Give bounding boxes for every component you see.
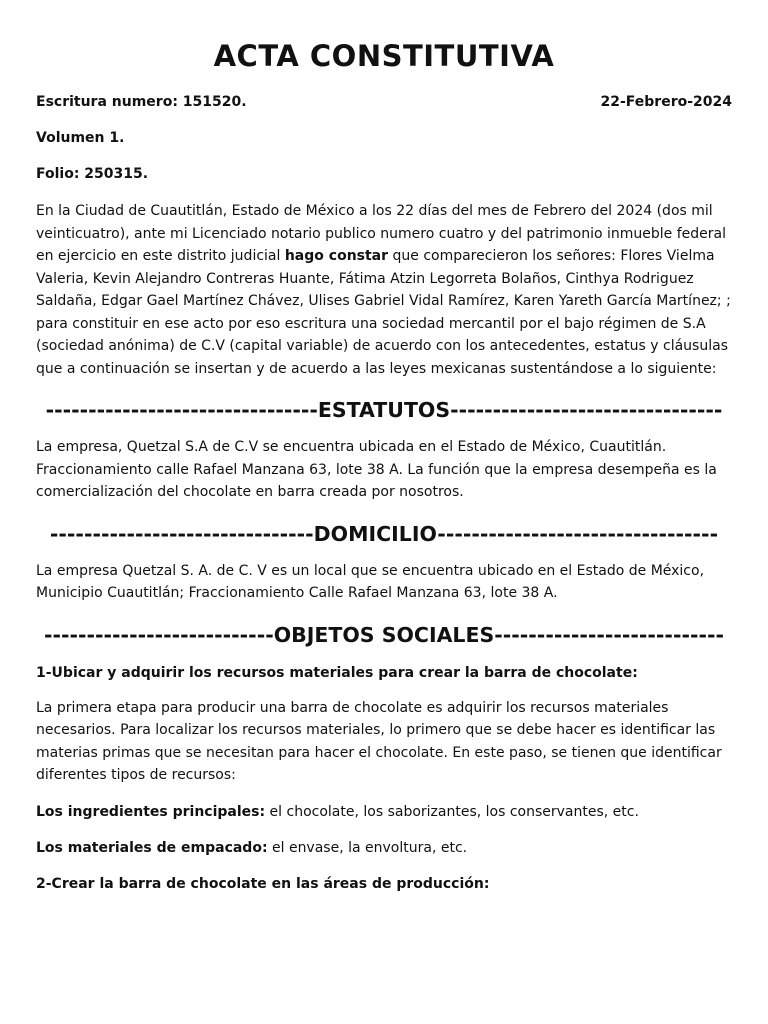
- materiales-label: Los materiales de empacado:: [36, 840, 268, 856]
- intro-paragraph: [36, 200, 732, 380]
- ingredientes-label: Los ingredientes principales:: [36, 803, 266, 820]
- ingredientes-paragraph: [36, 801, 732, 824]
- folio: Folio: 250315.: [36, 166, 149, 182]
- domicilio-paragraph: La empresa Quetzal S. A. de C. V es un local que se encuentra ubicado en el Estado de México, Municipio Cuautitlán; Fraccionamiento Calle Rafael Manzana 63, lote 38 A.: [36, 562, 705, 601]
- materiales-paragraph: [36, 837, 732, 860]
- document-date: 22-Febrero-2024: [600, 94, 732, 110]
- intro-text-2: que comparecieron los señores: Flores Vielma Valeria, Kevin Alejandro Contreras Huante, Fátima Atzin Legorreta Bolaños, Cinthya Rodriguez Saldaña, Edgar Gael Martínez Chávez, Ulises Gabriel Vidal Ramírez, Karen Yareth García Martínez; ; para constituir en ese acto por eso escritura una sociedad mercantil por el bajo régimen de S.A (sociedad anónima) de C.V (capital variable) de acuerdo con los antecedentes, estatus y cláusulas que a continuación se insertan y de acuerdo a las leyes mexicanas sustentándose a lo siguiente:: [36, 248, 731, 377]
- objeto-1-title: 1-Ubicar y adquirir los recursos materiales para crear la barra de chocolate:: [36, 664, 638, 681]
- intro-bold: hago constar: [284, 248, 389, 264]
- escritura-row: [36, 92, 732, 112]
- estatutos-heading: --------------------------------ESTATUTOS--------------------------------: [45, 398, 723, 422]
- objeto-2-title: 2-Crear la barra de chocolate en las áreas de producción:: [36, 875, 490, 892]
- objeto-1-paragraph: La primera etapa para producir una barra de chocolate es adquirir los recursos materiales necesarios. Para localizar los recursos materiales, lo primero que se debe hacer es identificar las materias primas que se necesitan para hacer el chocolate. En este paso, se tienen que identificar diferentes tipos de recursos:: [36, 699, 722, 783]
- ingredientes-text: el chocolate, los saborizantes, los conservantes, etc.: [265, 803, 639, 820]
- objetos-sociales-heading: ---------------------------OBJETOS SOCIALES---------------------------: [43, 622, 724, 647]
- escritura-number: Escritura numero: 151520.: [36, 94, 247, 110]
- volumen: Volumen 1.: [36, 130, 125, 146]
- intro-text-1: En la Ciudad de Cuautitlán, Estado de México a los 22 días del mes de Febrero del 2024 (dos mil veinticuatro), ante mi Licenciado notario publico numero cuatro y del patrimonio inmueble federal en ejercicio en este distrito judicial: [36, 203, 726, 264]
- materiales-text: el envase, la envoltura, etc.: [267, 840, 468, 856]
- domicilio-heading: -------------------------------DOMICILIO---------------------------------: [49, 521, 719, 546]
- estatutos-paragraph: La empresa, Quetzal S.A de C.V se encuentra ubicada en el Estado de México, Cuautitlán. Fraccionamiento calle Rafael Manzana 63, lote 38 A. La función que la empresa desempeña es la comercialización del chocolate en barra creada por nosotros.: [36, 439, 717, 500]
- document-title: ACTA CONSTITUTIVA: [213, 39, 555, 73]
